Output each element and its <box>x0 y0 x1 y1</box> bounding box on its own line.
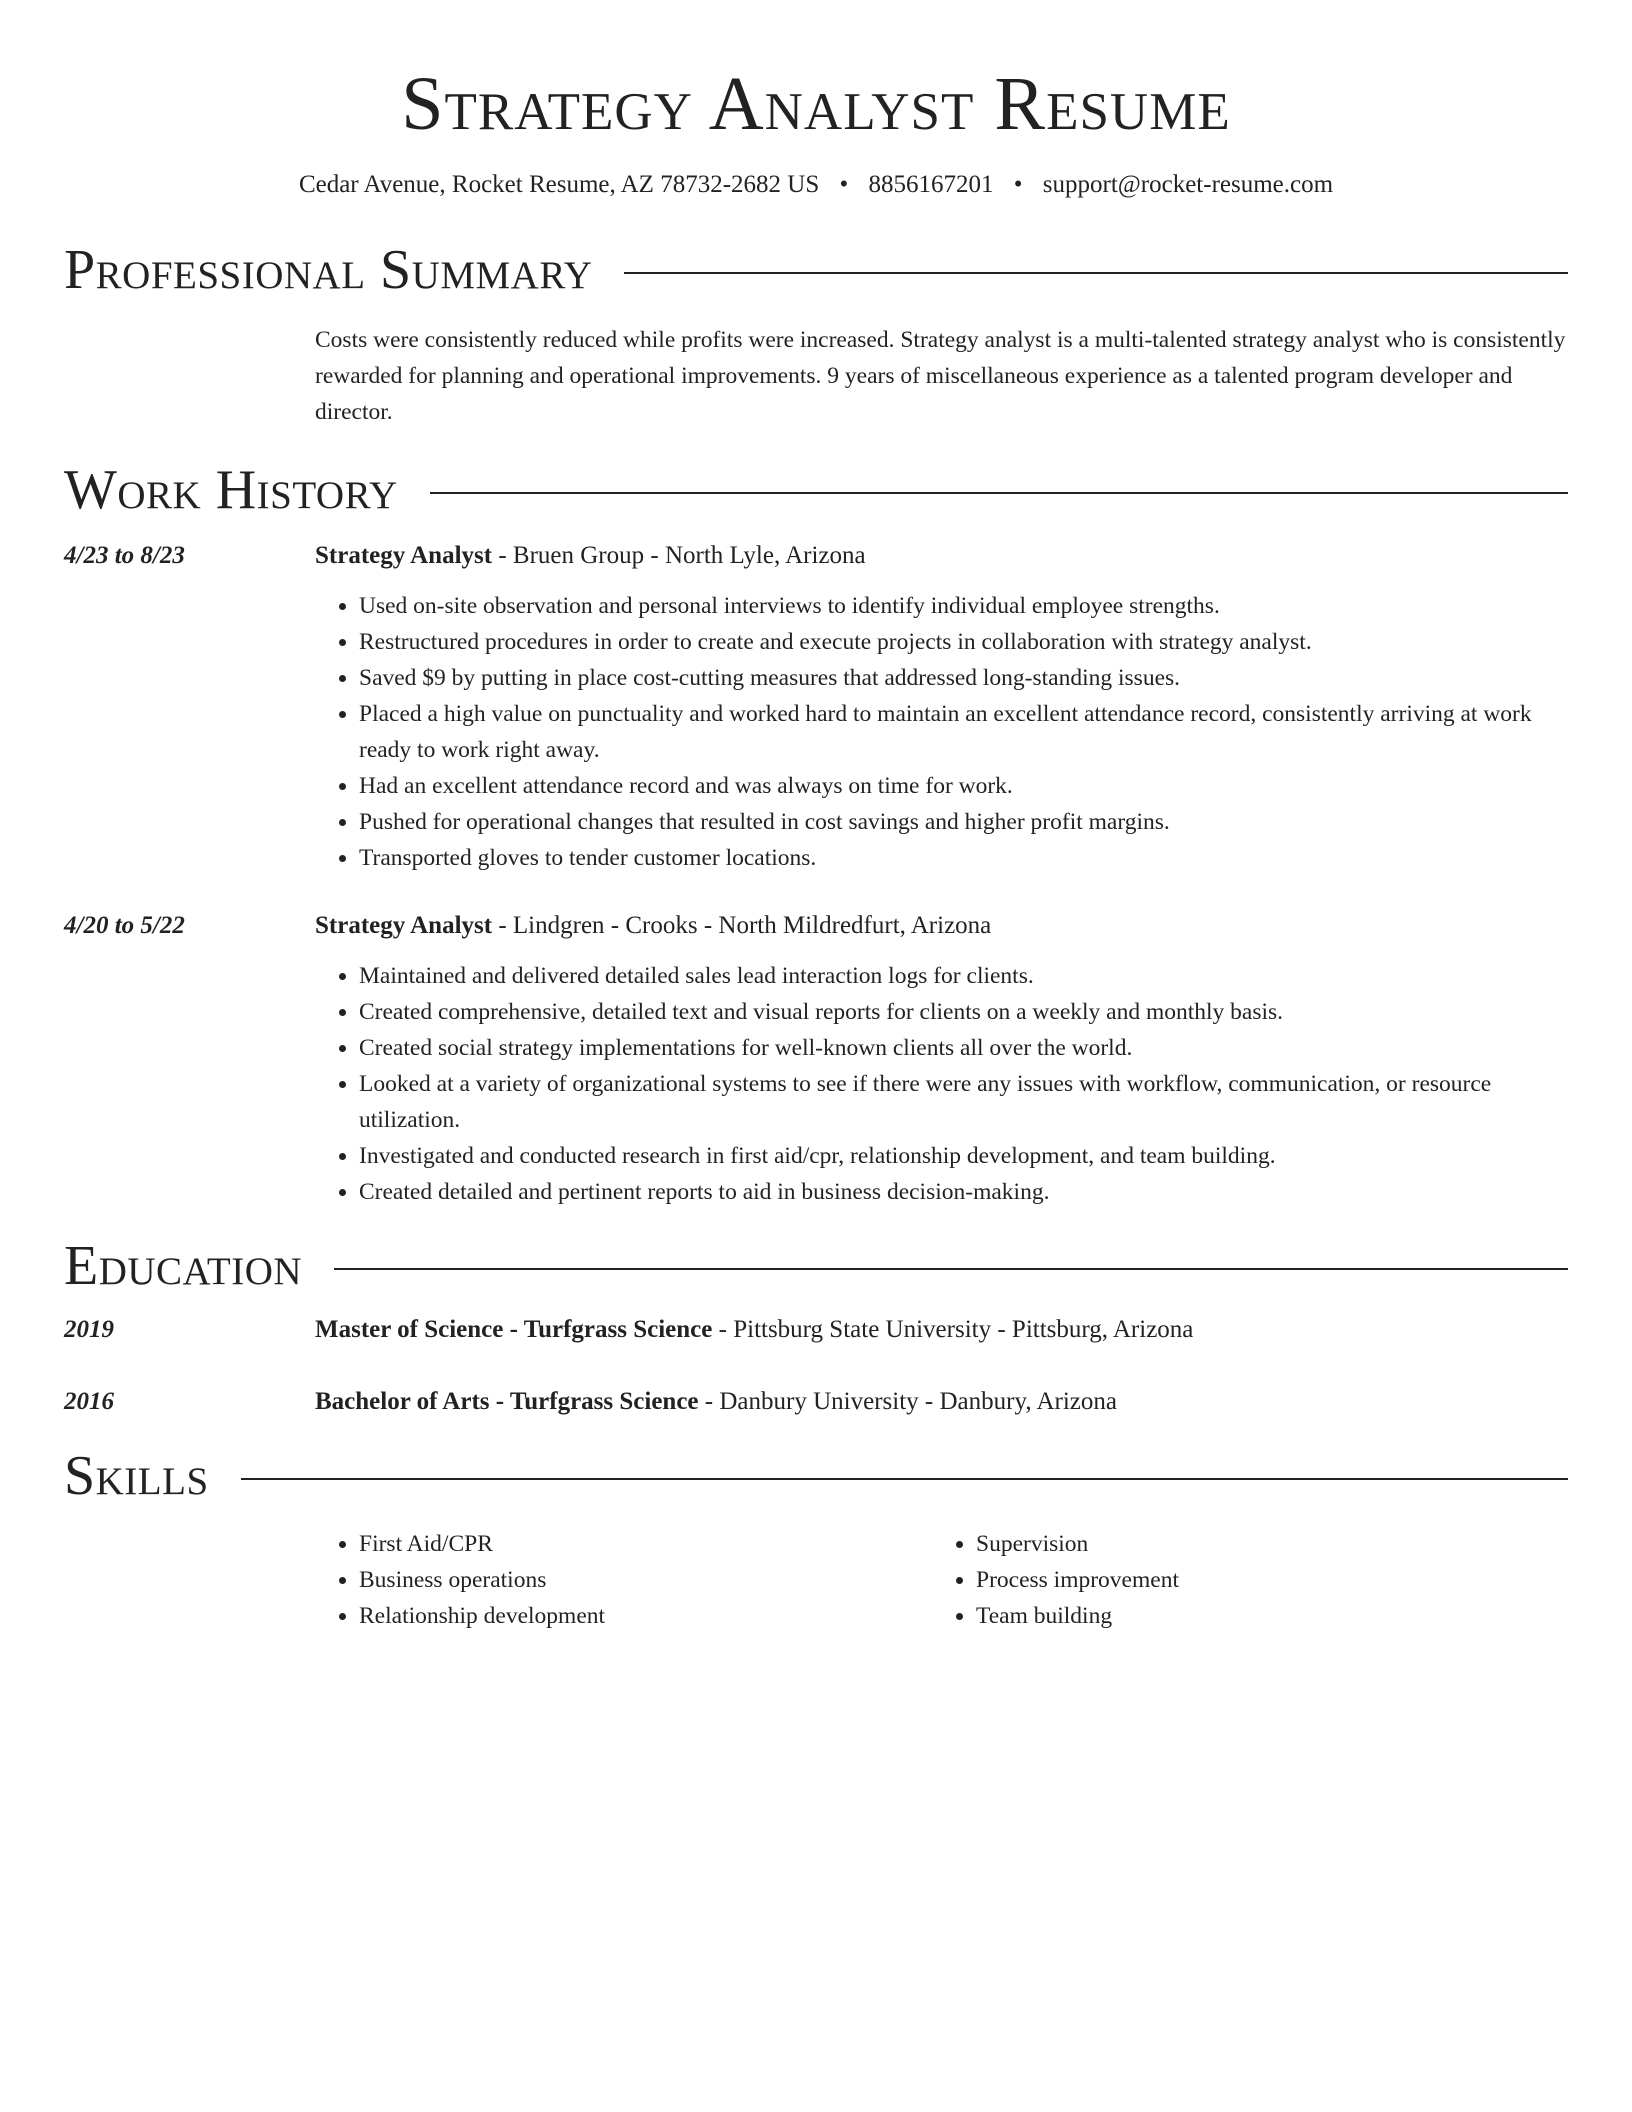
education-year: 2019 <box>64 1316 114 1343</box>
list-item: • Created social strategy implementations for well-known clients all over the world. <box>359 1030 1568 1066</box>
skill-item: • Supervision <box>976 1526 1549 1562</box>
list-item: • Restructured procedures in order to create and execute projects in collaboration with strategy analyst. <box>359 624 1568 660</box>
list-item: • Used on-site observation and personal interviews to identify individual employee strengths. <box>359 588 1568 624</box>
work-heading: Work History <box>64 459 398 521</box>
section-divider <box>624 272 1568 274</box>
education-headline <box>315 1384 1568 1420</box>
list-item: • Maintained and delivered detailed sales lead interaction logs for clients. <box>359 958 1568 994</box>
list-item: • Pushed for operational changes that resulted in cost savings and higher profit margins. <box>359 804 1568 840</box>
job-entry <box>64 908 1568 1210</box>
list-item: • Saved $9 by putting in place cost-cutting measures that addressed long-standing issues. <box>359 660 1568 696</box>
list-item: • Investigated and conducted research in first aid/cpr, relationship development, and team building. <box>359 1138 1568 1174</box>
list-item: • Placed a high value on punctuality and worked hard to maintain an excellent attendance record, consistently arriving at work ready to work right away. <box>359 696 1568 768</box>
job-details: - Lindgren - Crooks - North Mildredfurt, Arizona <box>492 912 992 939</box>
degree-name: Master of Science - Turfgrass Science <box>315 1316 713 1343</box>
contact-line <box>64 170 1568 200</box>
list-item: • Created comprehensive, detailed text and visual reports for clients on a weekly and monthly basis. <box>359 994 1568 1030</box>
resume-title: Strategy Analyst Resume <box>401 62 1231 146</box>
job-bullets <box>315 958 1568 1210</box>
education-heading: Education <box>64 1235 303 1297</box>
list-item: • Created detailed and pertinent reports to aid in business decision-making. <box>359 1174 1568 1210</box>
list-item: • Looked at a variety of organizational systems to see if there were any issues with workflow, communication, or resource utilization. <box>359 1066 1568 1138</box>
skills-list <box>315 1526 1568 1634</box>
job-entry <box>64 538 1568 876</box>
degree-name: Bachelor of Arts - Turfgrass Science <box>315 1388 699 1415</box>
work-section-header <box>64 458 1568 522</box>
summary-section-header <box>64 238 1568 302</box>
list-item: • Had an excellent attendance record and was always on time for work. <box>359 768 1568 804</box>
skill-item: • First Aid/CPR <box>359 1526 932 1562</box>
resume-page <box>64 0 1568 1634</box>
job-bullets <box>315 588 1568 876</box>
skill-item: • Relationship development <box>359 1598 932 1634</box>
contact-separator: • <box>839 171 849 198</box>
skills-heading: Skills <box>64 1445 209 1507</box>
skills-section-header <box>64 1444 1568 1508</box>
skills-column-right <box>932 1526 1549 1634</box>
education-headline <box>315 1312 1568 1348</box>
job-body <box>315 538 1568 876</box>
summary-text: Costs were consistently reduced while profits were increased. Strategy analyst is a multi-talented strategy analyst who is consistently rewarded for planning and operational improvements. 9 years of miscellaneous experience as a talented program developer and director. <box>315 327 1566 425</box>
education-section-header <box>64 1234 1568 1298</box>
education-entry <box>64 1312 1568 1348</box>
education-body <box>315 1384 1568 1420</box>
list-item: • Transported gloves to tender customer locations. <box>359 840 1568 876</box>
summary-heading: Professional Summary <box>64 239 593 301</box>
job-dates: 4/20 to 5/22 <box>64 912 185 939</box>
section-divider <box>241 1478 1568 1480</box>
job-headline <box>315 538 1568 574</box>
section-divider <box>334 1268 1568 1270</box>
job-headline <box>315 908 1568 944</box>
school-details: - Pittsburg State University - Pittsburg, Arizona <box>712 1316 1194 1343</box>
job-body <box>315 908 1568 1210</box>
contact-phone: 8856167201 <box>868 171 994 198</box>
skill-item: • Team building <box>976 1598 1549 1634</box>
school-details: - Danbury University - Danbury, Arizona <box>698 1388 1117 1415</box>
job-title: Strategy Analyst <box>315 542 493 569</box>
contact-address: Cedar Avenue, Rocket Resume, AZ 78732-2682 US <box>298 171 820 198</box>
job-title: Strategy Analyst <box>315 912 493 939</box>
education-year: 2016 <box>64 1388 114 1415</box>
skill-item: • Business operations <box>359 1562 932 1598</box>
job-dates: 4/23 to 8/23 <box>64 542 185 569</box>
section-divider <box>430 492 1568 494</box>
contact-separator: • <box>1013 171 1023 198</box>
education-entry <box>64 1384 1568 1420</box>
education-body <box>315 1312 1568 1348</box>
skill-item: • Process improvement <box>976 1562 1549 1598</box>
job-details: - Bruen Group - North Lyle, Arizona <box>492 542 866 569</box>
contact-email: support@rocket-resume.com <box>1042 171 1334 198</box>
skills-column-left <box>315 1526 932 1634</box>
